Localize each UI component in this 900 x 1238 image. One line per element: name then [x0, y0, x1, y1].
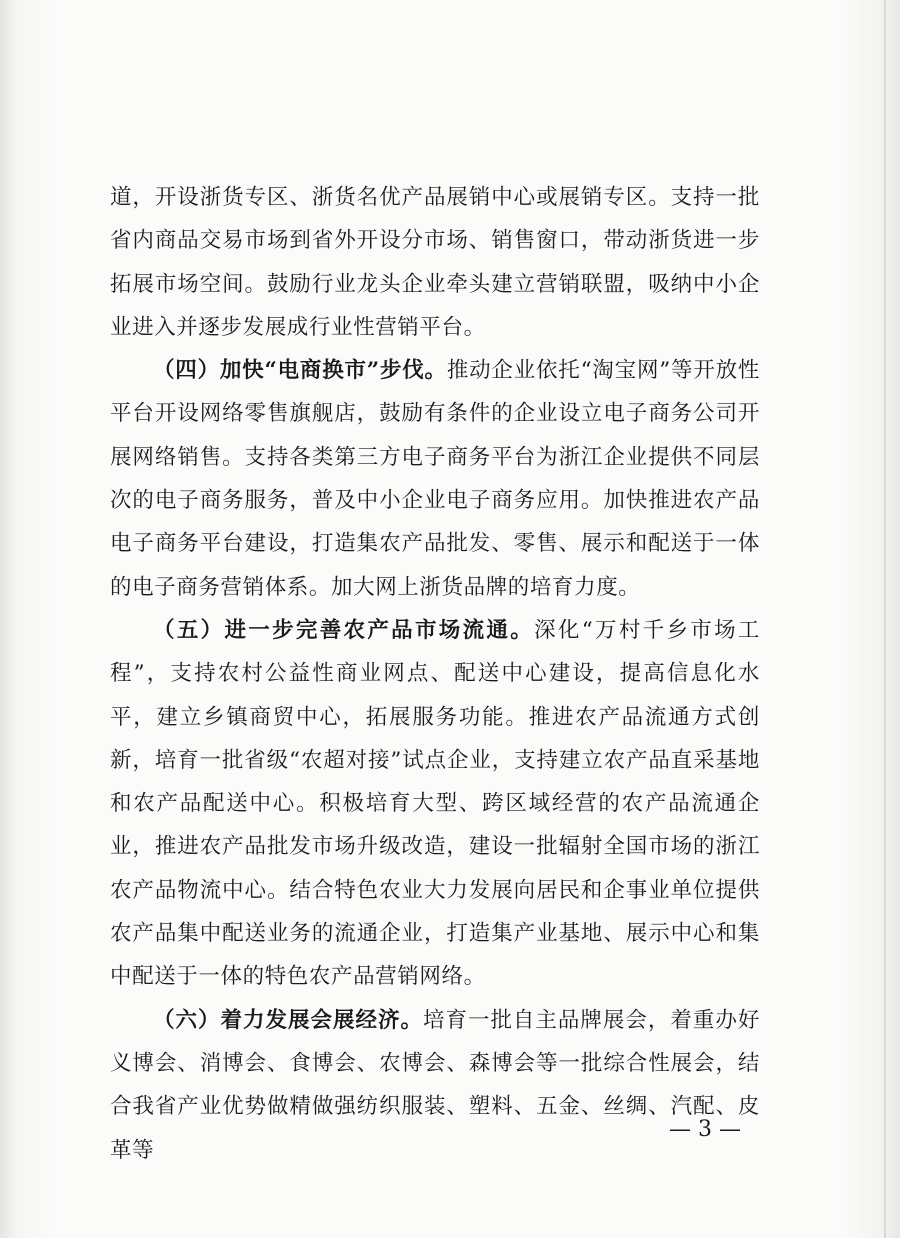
paragraph-3 — [110, 609, 760, 999]
paragraph-4-text: 培育一批自主品牌展会，着重办好义博会、消博会、食博会、农博会、森博会等一批综合性展会，结合我省产业优势做精做强纺织服装、塑料、五金、丝绸、汽配、皮革等 — [110, 1007, 760, 1163]
paragraph-2-text: 推动企业依托“淘宝网”等开放性平台开设网络零售旗舰店，鼓励有条件的企业设立电子商务公司开展网络销售。支持各类第三方电子商务平台为浙江企业提供不同层次的电子商务服务，普及中小企业电子商务应用。加快推进农产品电子商务平台建设，打造集农产品批发、零售、展示和配送于一体的电子商务营销体系。加大网上浙货品牌的培育力度。 — [110, 358, 760, 600]
page-number: — 3 — — [669, 1117, 741, 1142]
paragraph-2 — [110, 349, 760, 609]
paragraph-3-text: 深化“万村千乡市场工程”，支持农村公益性商业网点、配送中心建设，提高信息化水平，建立乡镇商贸中心，拓展服务功能。推进农产品流通方式创新，培育一批省级“农超对接”试点企业，支持建立农产品直采基地和农产品配送中心。积极培育大型、跨区域经营的农产品流通企业，推进农产品批发市场升级改造，建设一批辐射全国市场的浙江农产品物流中心。结合特色农业大力发展向居民和企事业单位提供农产品集中配送业务的流通企业，打造集产业基地、展示中心和集中配送于一体的特色农产品营销网络。 — [110, 617, 760, 990]
section-heading-6: （六）着力发展会展经济。 — [153, 1007, 423, 1033]
paragraph-1-text: 道，开设浙货专区、浙货名优产品展销中心或展销专区。支持一批省内商品交易市场到省外开设分市场、销售窗口，带动浙货进一步拓展市场空间。鼓励行业龙头企业牵头建立营销联盟，吸纳中小企业进入并逐步发展成行业性营销平台。 — [110, 185, 760, 340]
document-body — [110, 176, 760, 1172]
paragraph-1 — [110, 176, 760, 349]
paragraph-4 — [110, 999, 760, 1172]
paper-edge — [884, 0, 886, 1238]
section-heading-4: （四）加快“电商换市”步伐。 — [153, 358, 447, 384]
section-heading-5: （五）进一步完善农产品市场流通。 — [153, 617, 535, 643]
